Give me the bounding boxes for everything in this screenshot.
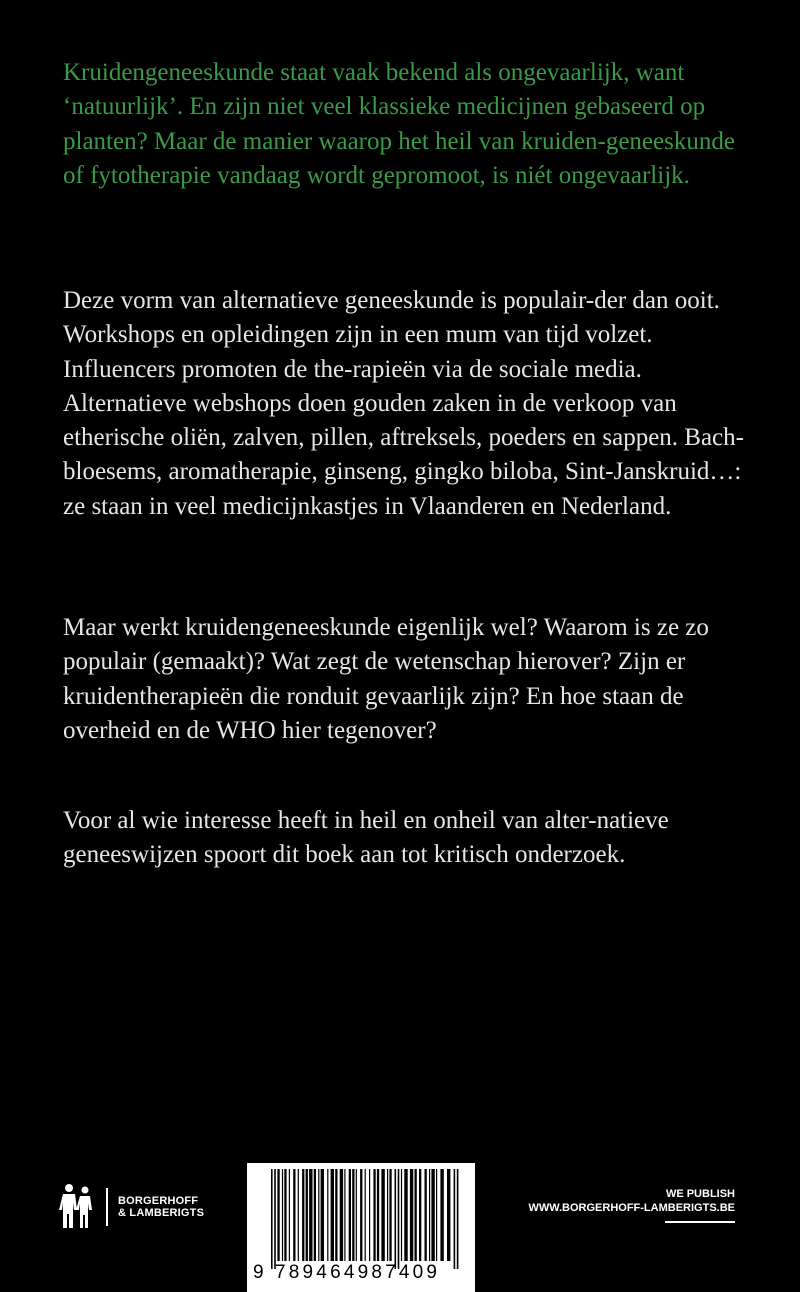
barcode-bar xyxy=(410,1169,413,1261)
barcode-bar xyxy=(457,1169,459,1269)
barcode-bar xyxy=(340,1169,343,1261)
publisher-figures-icon xyxy=(56,1183,100,1231)
barcode-bar xyxy=(389,1169,391,1261)
barcode-bar xyxy=(344,1169,345,1261)
barcode-bar xyxy=(349,1169,351,1261)
barcode-bar xyxy=(377,1169,379,1261)
barcode-bar xyxy=(356,1169,357,1261)
barcode-bar xyxy=(289,1169,290,1261)
isbn-digits: 789464987409 xyxy=(275,1262,441,1283)
barcode-bar xyxy=(454,1169,456,1269)
barcode-bar xyxy=(352,1169,354,1261)
barcode-bar xyxy=(327,1169,328,1261)
barcode-bar xyxy=(277,1169,279,1261)
barcode-bar xyxy=(282,1169,283,1261)
barcode-bar xyxy=(271,1169,273,1269)
publisher-website xyxy=(528,1187,735,1223)
barcode-bar xyxy=(331,1169,334,1261)
barcode-bar xyxy=(274,1169,276,1269)
barcode-bar xyxy=(425,1169,427,1261)
publisher-name xyxy=(118,1195,204,1219)
barcode-bar xyxy=(431,1169,434,1261)
barcode-bar xyxy=(387,1169,388,1261)
barcode-bar xyxy=(302,1169,304,1261)
isbn-barcode xyxy=(247,1163,475,1292)
barcode-bar xyxy=(309,1169,312,1261)
barcode-bar xyxy=(398,1169,400,1269)
website-tagline: WE PUBLISH xyxy=(665,1188,735,1200)
barcode-bar xyxy=(318,1169,319,1261)
barcode-bar xyxy=(440,1169,443,1261)
barcode-bar xyxy=(293,1169,295,1261)
isbn-first-digit: 9 xyxy=(253,1262,264,1283)
barcode-bar xyxy=(419,1169,421,1261)
publisher-name-line-1: BORGERHOFF xyxy=(118,1195,199,1207)
barcode-bar xyxy=(298,1169,299,1261)
body-paragraph-2: Maar werkt kruidengeneeskunde eigenlijk wel? Waarom is ze zo populair (gemaakt)? Wat zegt de wetenschap hierover? Zijn er kruidentherapieën die ronduit gevaarlijk zijn? En hoe staan de overheid en de WHO hier tegenover? xyxy=(63,614,709,744)
barcode-bar xyxy=(321,1169,324,1261)
barcode-bar xyxy=(360,1169,362,1261)
barcode-bar xyxy=(284,1169,286,1261)
barcode-bar xyxy=(365,1169,366,1261)
barcode-bar xyxy=(436,1169,437,1261)
barcode-bar xyxy=(401,1169,402,1261)
barcode-bar xyxy=(335,1169,337,1261)
logo-divider xyxy=(106,1188,108,1226)
barcode-bar xyxy=(306,1169,308,1261)
publisher-logo xyxy=(56,1183,204,1231)
barcode-bar xyxy=(381,1169,384,1261)
body-paragraph-3: Voor al wie interesse heeft in heil en onheil van alter-natieve geneeswijzen spoort dit boek aan tot kritisch onderzoek. xyxy=(63,807,669,869)
barcode-bar xyxy=(395,1169,397,1269)
barcode-bar xyxy=(314,1169,316,1261)
intro-paragraph: Kruidengeneeskunde staat vaak bekend als ongevaarlijk, want ‘natuurlijk’. En zijn niet veel klassieke medicijnen gebaseerd op planten? Maar de manier waarop het heil van kruiden-geneeskunde of fytotherapie vandaag wordt gepromoot, is niét ongevaarlijk. xyxy=(63,59,735,189)
barcode-bar xyxy=(415,1169,417,1261)
website-underline xyxy=(665,1221,735,1223)
website-url[interactable]: WWW.BORGERHOFF-LAMBERIGTS.BE xyxy=(528,1202,735,1214)
barcode-bar xyxy=(404,1169,407,1261)
publisher-name-line-2: & LAMBERIGTS xyxy=(118,1207,205,1219)
barcode-bar xyxy=(447,1169,450,1261)
barcode-bar xyxy=(373,1169,375,1261)
barcode-bar xyxy=(369,1169,370,1261)
barcode-bar xyxy=(429,1169,430,1261)
body-paragraph-1: Deze vorm van alternatieve geneeskunde is populair-der dan ooit. Workshops en opleidingen zijn in een mum van tijd volzet. Influencers promoten de the-rapieën via de sociale media. Alternatieve webshops doen gouden zaken in de verkoop van etherische oliën, zalven, pillen, aftreksels, poeders en sappen. Bach-bloesems, aromatherapie, ginseng, gingko biloba, Sint-Janskruid…: ze staan in veel medicijnkastjes in Vlaanderen en Nederland. xyxy=(63,287,744,520)
